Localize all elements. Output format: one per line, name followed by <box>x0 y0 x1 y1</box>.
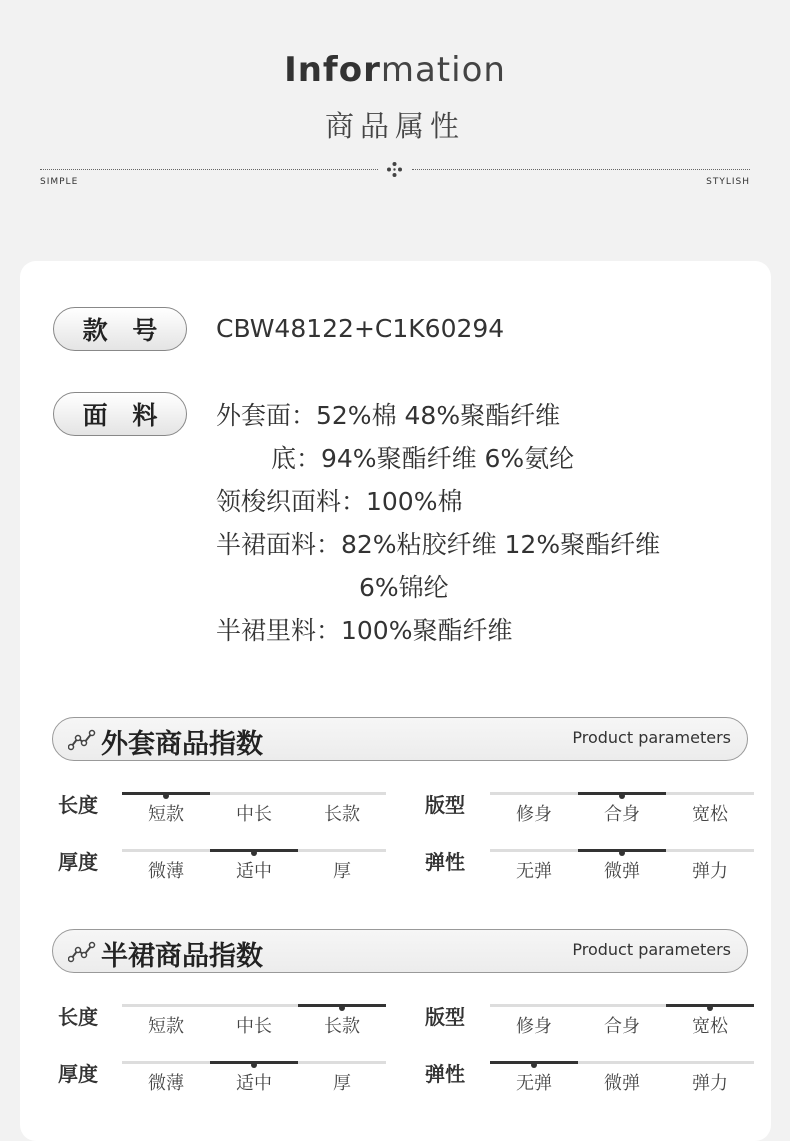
scale-option: 微弹 <box>604 1073 640 1094</box>
fabric-label: 面 料 <box>53 392 187 436</box>
header-title-light: mation <box>380 50 506 90</box>
section-title: 半裙商品指数 <box>101 941 263 972</box>
fabric-line: 领梭织面料：100%棉 <box>216 487 463 516</box>
fabric-line: 6%锦纶 <box>359 573 449 602</box>
scale-option: 微薄 <box>148 1073 184 1094</box>
scale-option: 弹力 <box>692 1073 728 1094</box>
scale-option: 微薄 <box>148 861 184 882</box>
scale-marker-dot <box>251 1062 257 1068</box>
scale-option: 修身 <box>516 804 552 825</box>
scale-label: 厚度 <box>58 850 98 874</box>
section-header-jacket <box>52 717 748 761</box>
section-header-skirt <box>52 929 748 973</box>
scale-option: 长款 <box>324 1016 360 1037</box>
trend-line-icon <box>68 729 96 751</box>
scale-option: 适中 <box>236 1073 272 1094</box>
header-title <box>0 50 790 90</box>
header-title-bold: Infor <box>284 50 381 90</box>
simple-label: SIMPLE <box>40 177 79 187</box>
scale-label: 版型 <box>425 1005 465 1029</box>
scale-marker-dot <box>163 793 169 799</box>
fabric-line: 半裙里料：100%聚酯纤维 <box>216 616 513 645</box>
section-subtitle: Product parameters <box>572 940 731 959</box>
scale-marker-dot <box>619 793 625 799</box>
scale-label: 弹性 <box>425 850 465 874</box>
section-subtitle: Product parameters <box>572 728 731 747</box>
scale-option: 中长 <box>236 1016 272 1037</box>
scale-option: 合身 <box>604 1016 640 1037</box>
scale-option: 适中 <box>236 861 272 882</box>
scale-marker-dot <box>707 1005 713 1011</box>
scale-marker-dot <box>619 850 625 856</box>
fabric-line: 底：94%聚酯纤维 6%氨纶 <box>271 444 575 473</box>
section-title: 外套商品指数 <box>101 729 263 760</box>
scale-option: 宽松 <box>692 1016 728 1037</box>
fabric-line: 半裙面料：82%粘胶纤维 12%聚酯纤维 <box>216 530 661 559</box>
scale-label: 长度 <box>58 793 98 817</box>
style-number-label: 款 号 <box>53 307 187 351</box>
scale-option: 长款 <box>324 804 360 825</box>
ornament-icon <box>386 161 403 178</box>
stylish-label: STYLISH <box>706 177 750 187</box>
scale-label: 长度 <box>58 1005 98 1029</box>
scale-option: 短款 <box>148 804 184 825</box>
scale-option: 宽松 <box>692 804 728 825</box>
scale-label: 版型 <box>425 793 465 817</box>
scale-option: 无弹 <box>516 1073 552 1094</box>
scale-option: 合身 <box>604 804 640 825</box>
scale-marker-dot <box>531 1062 537 1068</box>
style-number-value: CBW48122+C1K60294 <box>216 314 505 343</box>
scale-option: 短款 <box>148 1016 184 1037</box>
scale-option: 无弹 <box>516 861 552 882</box>
divider-left <box>40 169 378 170</box>
scale-label: 弹性 <box>425 1062 465 1086</box>
fabric-line: 外套面：52%棉 48%聚酯纤维 <box>216 401 561 430</box>
divider-right <box>412 169 750 170</box>
scale-option: 微弹 <box>604 861 640 882</box>
scale-option: 修身 <box>516 1016 552 1037</box>
scale-label: 厚度 <box>58 1062 98 1086</box>
scale-marker-dot <box>251 850 257 856</box>
header-subtitle: 商品属性 <box>324 109 465 143</box>
scale-option: 厚 <box>333 1073 351 1094</box>
scale-option: 厚 <box>333 861 351 882</box>
scale-option: 弹力 <box>692 861 728 882</box>
scale-marker-dot <box>339 1005 345 1011</box>
scale-option: 中长 <box>236 804 272 825</box>
trend-line-icon <box>68 941 96 963</box>
